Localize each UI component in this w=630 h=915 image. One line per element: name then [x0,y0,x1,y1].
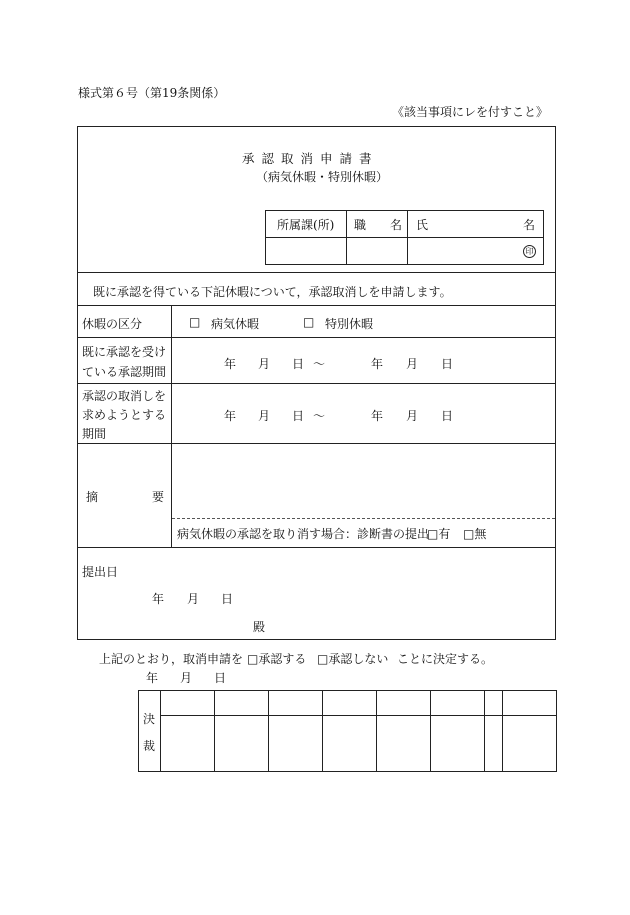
cancel-start-month: 月 [258,409,271,423]
approval-label-bottom: 裁 [143,739,156,753]
cancel-end-month: 月 [406,409,419,423]
decision-day: 日 [214,671,227,685]
approved-start-day: 日 [292,357,305,371]
decision-text-prefix: 上記のとおり，取消申請を [99,652,244,666]
decision-month: 月 [180,671,193,685]
approved-end-day: 日 [441,357,454,371]
leave-type-label: 休暇の区分 [82,317,143,331]
form-title: 承認取消申請書 [242,151,379,166]
special-leave-checkbox[interactable]: □ [303,315,315,329]
special-leave-option: 特別休暇 [325,317,374,331]
approval-label-top: 決 [143,712,156,726]
cancel-end-day: 日 [441,409,454,423]
seal-mark: 印 [523,245,536,258]
submission-year: 年 [152,592,165,606]
decision-text-suffix: ことに決定する。 [397,652,494,666]
instruction-note: 《該当事項にレを付すこと》 [392,105,549,119]
approved-start-year: 年 [224,357,237,371]
approved-end-year: 年 [371,357,384,371]
summary-label-right: 要 [152,490,165,504]
medical-certificate-note: 病気休暇の承認を取り消す場合：診断書の提出 [177,527,430,541]
cancel-end-year: 年 [371,409,384,423]
department-field[interactable] [266,238,346,264]
form-number: 様式第６号（第19条関係） [78,86,226,100]
position-field[interactable] [346,238,407,264]
approved-period-label-2: ている承認期間 [82,365,167,379]
form-subtitle: （病気休暇・特別休暇） [256,170,389,184]
certificate-no-option[interactable]: □無 [463,527,487,541]
name-label-left: 氏 [416,218,429,232]
approved-period-label-1: 既に承認を受け [82,345,167,359]
cancel-start-day: 日 [292,409,305,423]
summary-label-left: 摘 [86,490,99,504]
position-label: 職 名 [354,218,403,232]
cancel-start-year: 年 [224,409,237,423]
submission-date-label: 提出日 [82,565,119,579]
cancel-period-label-2: 求めようとする [82,408,167,422]
addressee-honorific: 殿 [253,620,266,634]
decision-year: 年 [146,671,159,685]
cancel-period-label-1: 承認の取消しを [82,389,167,403]
name-label-right: 名 [523,218,536,232]
cancel-range-tilde: ～ [313,409,326,423]
cancel-period-label-3: 期間 [82,427,107,441]
reject-option[interactable]: □承認しない [317,652,389,666]
summary-field[interactable] [173,446,553,514]
approved-start-month: 月 [258,357,271,371]
submission-day: 日 [221,592,234,606]
intro-statement: 既に承認を得ている下記休暇について，承認取消しを申請します。 [93,285,452,299]
name-field[interactable] [408,238,518,264]
sick-leave-option: 病気休暇 [211,317,260,331]
submission-month: 月 [187,592,200,606]
approved-range-tilde: ～ [313,357,326,371]
department-label: 所属課(所) [277,218,335,232]
sick-leave-checkbox[interactable]: □ [189,315,201,329]
approved-end-month: 月 [406,357,419,371]
certificate-yes-option[interactable]: □有 [427,527,451,541]
approve-option[interactable]: □承認する [247,652,307,666]
